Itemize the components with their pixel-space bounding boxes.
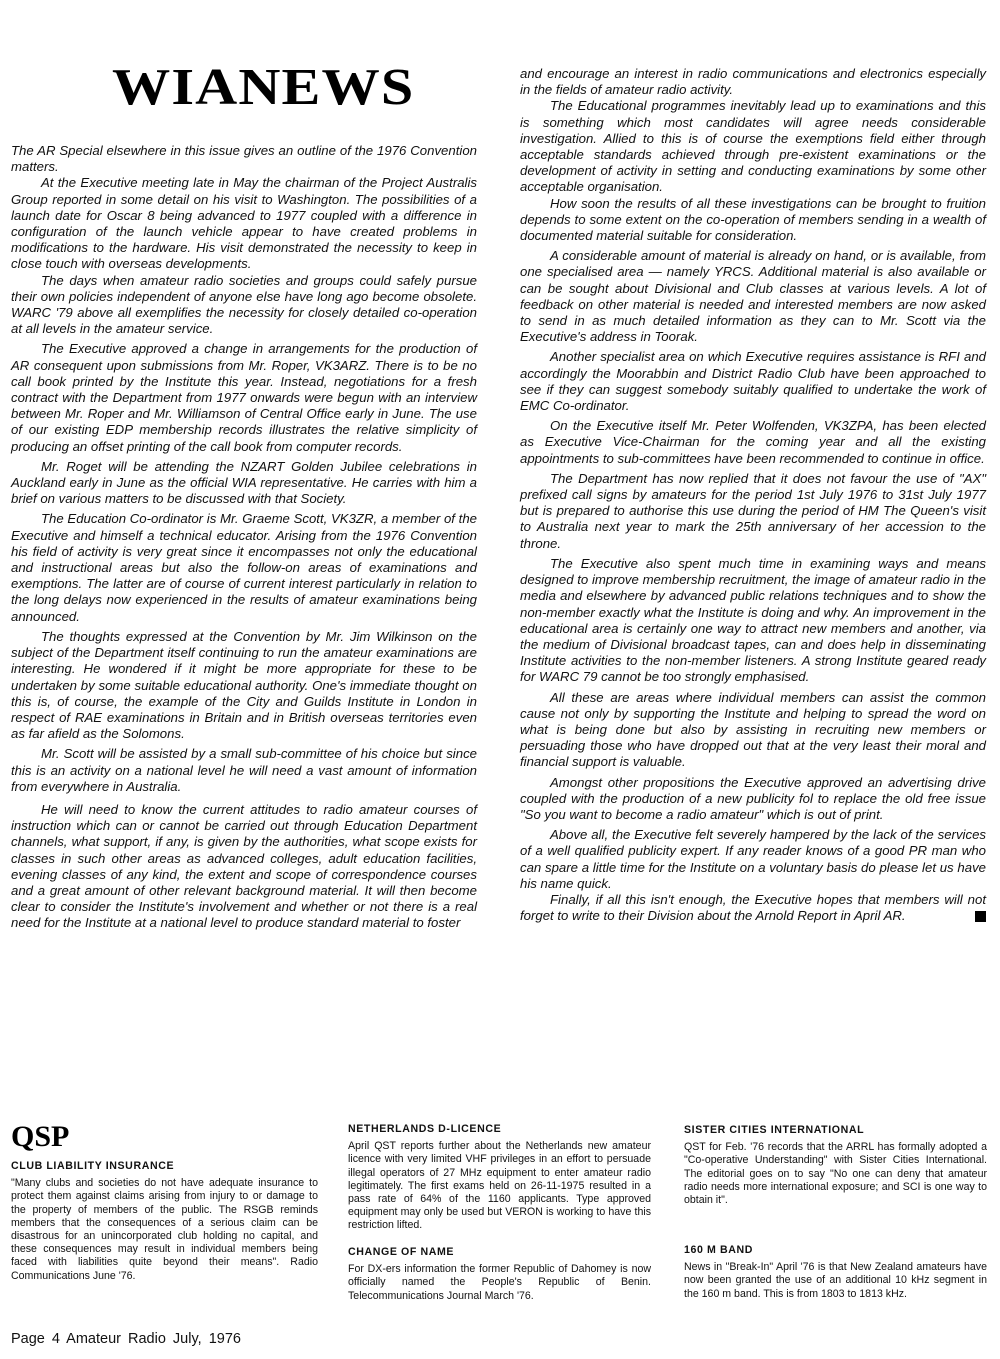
article-right-column bbox=[520, 66, 986, 924]
article-paragraph: The days when amateur radio societies and groups could safely pursue their own policies independent of anyone else have long ago become obsolete. WARC '79 above all exemplifies the necessity for closely detailed co-operation at all levels in the amateur service. bbox=[11, 272, 477, 337]
brief-160m-band bbox=[684, 1244, 987, 1301]
article-paragraph: The Department has now replied that it does not favour the use of "AX" prefixed call signs by amateurs for the period 1st July 1976 to 31st July 1977 but is prepared to authorise this use during the period of HM The Queen's visit to Australia next year to mark the 25th anniversary of her accession to the throne. bbox=[520, 470, 986, 551]
brief-heading: 160 M BAND bbox=[684, 1244, 753, 1256]
qsp-logo: QSP bbox=[11, 1120, 70, 1153]
brief-heading: CHANGE OF NAME bbox=[348, 1246, 455, 1258]
brief-heading: NETHERLANDS D-LICENCE bbox=[348, 1123, 502, 1135]
article-paragraph: Mr. Scott will be assisted by a small sub-committee of his choice but since this is an activity on a national level he will need a vast amount of information from everywhere in Australia. bbox=[11, 746, 477, 794]
final-paragraph-text: Finally, if all this isn't enough, the Executive hopes that members will not forget to write to their Division about the Arnold Report in April AR. bbox=[520, 891, 986, 924]
article-paragraph: and encourage an interest in radio communications and electronics especially in the fields of amateur radio activity. bbox=[520, 66, 986, 98]
article-paragraph: Another specialist area on which Executive requires assistance is RFI and accordingly the Moorabbin and District Radio Club have been approached to see if they can suggest somebody suitably qualified to undertake the work of EMC Co-ordinator. bbox=[520, 349, 986, 414]
article-paragraph: The Education Co-ordinator is Mr. Graeme Scott, VK3ZR, a member of the Executive and himself a technical educator. Arising from the 1976 Convention his field of activity is very great since it encompasses not only the educational and instructional areas but also the follow-on areas of examinations and exemptions. The latter are of course of current interest particularly in relation to the long delays now experienced in the results of amateur examinations being announced. bbox=[11, 511, 477, 624]
brief-body: For DX-ers information the former Republic of Dahomey is now officially named the People's Republic of Benin. Telecommunications Journal March '76. bbox=[348, 1263, 651, 1302]
article-paragraph: Mr. Roget will be attending the NZART Golden Jubilee celebrations in Auckland early in June as the official WIA representative. He carries with him a brief on various matters to be discussed with that Society. bbox=[11, 458, 477, 507]
article-paragraph-final bbox=[520, 892, 986, 924]
brief-sister-cities bbox=[684, 1124, 987, 1207]
article-paragraph: The Educational programmes inevitably lead up to examinations and this is something which most candidates will agree needs considerable investigation. Allied to this is of course the exemptions field either through acceptable standards achieved through pre-existent examinations or the development of activity in setting and conducting examinations by some other acceptable organisation. bbox=[520, 98, 986, 195]
brief-club-liability bbox=[11, 1160, 318, 1283]
masthead-title: WIANEWS bbox=[112, 59, 415, 116]
brief-netherlands bbox=[348, 1123, 651, 1233]
article-paragraph: The AR Special elsewhere in this issue gives an outline of the 1976 Convention matters. bbox=[11, 143, 477, 175]
article-paragraph: On the Executive itself Mr. Peter Wolfenden, VK3ZPA, has been elected as Executive Vice-Chairman for the coming year and all the existing appointments to sub-committees have been recommended to continue in office. bbox=[520, 418, 986, 466]
brief-body: News in "Break-In" April '76 is that New Zealand amateurs have now been granted the use of an additional 10 kHz segment in the 160 m band. This is from 1803 to 1813 kHz. bbox=[684, 1261, 987, 1300]
brief-body: April QST reports further about the Netherlands new amateur licence with very limited VHF privileges in an effort to persuade illegal operators of 27 MHz equipment to enter amateur radio legitimately. The first exams held on 26-11-1975 resulted in a pass rate of 64% of the 1160 applicants. Type approved equipment may only be used but VERON is working to have this restriction lifted. bbox=[348, 1140, 651, 1232]
article-paragraph: A considerable amount of material is already on hand, or is available, from one specialised area — namely YRCS. Additional material is also available or can be sought about Divisional and Club classes at various levels. A lot of feedback on other material is needed and interested members are now asked to send in as much detailed information as they can to Mr. Scott via the Executive's address in Toorak. bbox=[520, 248, 986, 345]
end-of-article-mark bbox=[975, 911, 986, 922]
article-left-column bbox=[11, 143, 477, 932]
article-paragraph: Above all, the Executive felt severely hampered by the lack of the services of a well qualified publicity expert. If any reader knows of a good PR man who can spare a little time for the Institute on a voluntary basis do please let us have his name quick. bbox=[520, 827, 986, 891]
brief-heading: SISTER CITIES INTERNATIONAL bbox=[684, 1124, 865, 1136]
page-footer: Page 4 Amateur Radio July, 1976 bbox=[11, 1331, 241, 1347]
brief-body: "Many clubs and societies do not have adequate insurance to protect them against claims arising from injury to or damage to the property of members of the public. The RSGB reminds members that the consequences of a serious claim can be disastrous for an unincorporated club holding no capital, and these consequences may result in individual members being faced with liabilities quite beyond their means". Radio Communications June '76. bbox=[11, 1177, 318, 1282]
article-paragraph: All these are areas where individual members can assist the common cause not only by supporting the Institute and helping to spread the word on what is being done but also by assisting in recruiting new members or persuading those who have dropped out that at the very least their moral and financial support is valuable. bbox=[520, 689, 986, 770]
brief-change-of-name bbox=[348, 1246, 651, 1303]
brief-heading: CLUB LIABILITY INSURANCE bbox=[11, 1160, 175, 1172]
article-paragraph: He will need to know the current attitudes to radio amateur courses of instruction which can or cannot be carried out through Education Department channels, what support, if any, is given by the authorities, what scope exists for classes in such other areas as advanced colleges, adult education facilities, evening classes of any kind, the extent and scope of correspondence courses and a great amount of other relevant background material. It will then become clear to consider the Institute's involvement and whether or not there is a real need for the Institute at a national level to produce standard material to foster bbox=[11, 801, 477, 931]
article-paragraph: The Executive approved a change in arrangements for the production of AR consequent upon submissions from Mr. Roper, VK3ARZ. There is to be no call book printed by the Institute this year. Instead, negotiations for a fresh contract with the Department from 1977 onwards were begun with an interview between Mr. Roper and Mr. Williamson of Central Office early in June. The use of our existing EDP membership records illustrates the relative simplicity of producing an offset printing of the call book from computer records. bbox=[11, 341, 477, 454]
article-paragraph: At the Executive meeting late in May the chairman of the Project Australis Group reported in some detail on his visit to Washington. The possibilities of a launch date for Oscar 8 being advanced to 1977 coupled with a difference in configuration of the launch vehicle appear to have created problems in modifications to the hardware. His visit demonstrated the necessity to keep in close touch with overseas developments. bbox=[11, 175, 477, 272]
brief-body: QST for Feb. '76 records that the ARRL has formally adopted a "Co-operative Understanding" with Sister Cities International. The editorial goes on to say "No one can deny that amateur radio needs more international exposure; and SCI is one way to obtain it". bbox=[684, 1141, 987, 1207]
article-paragraph: The thoughts expressed at the Convention by Mr. Jim Wilkinson on the subject of the Department itself continuing to run the amateur examinations are interesting. He wondered if it might be more appropriate for these to be undertaken by some suitable educational authority. One's immediate thought on this is, of course, the example of the City and Guilds Institute in London in respect of RAE examinations in Britain and in British overseas territories even as far afield as the Solomons. bbox=[11, 628, 477, 742]
article-paragraph: How soon the results of all these investigations can be brought to fruition depends to some extent on the co-operation of members sending in a wealth of documented material suitable for consideration. bbox=[520, 195, 986, 244]
article-paragraph: Amongst other propositions the Executive approved an advertising drive coupled with the production of a new publicity fol to replace the old free issue "So you want to become a radio amateur" which is out of print. bbox=[520, 774, 986, 822]
article-paragraph: The Executive also spent much time in examining ways and means designed to improve membership recruitment, the image of amateur radio in the media and elsewhere by advanced public relations techniques and to show the non-member exactly what the Institute is doing and why. An improvement in the educational area is certainly one way to attract new members and another, via the medium of Divisional broadcast tapes, can and does help in disseminating Institute activities to the non-member listeners. A strong Institute geared ready for WARC 79 cannot be too strongly emphasised. bbox=[520, 555, 986, 685]
